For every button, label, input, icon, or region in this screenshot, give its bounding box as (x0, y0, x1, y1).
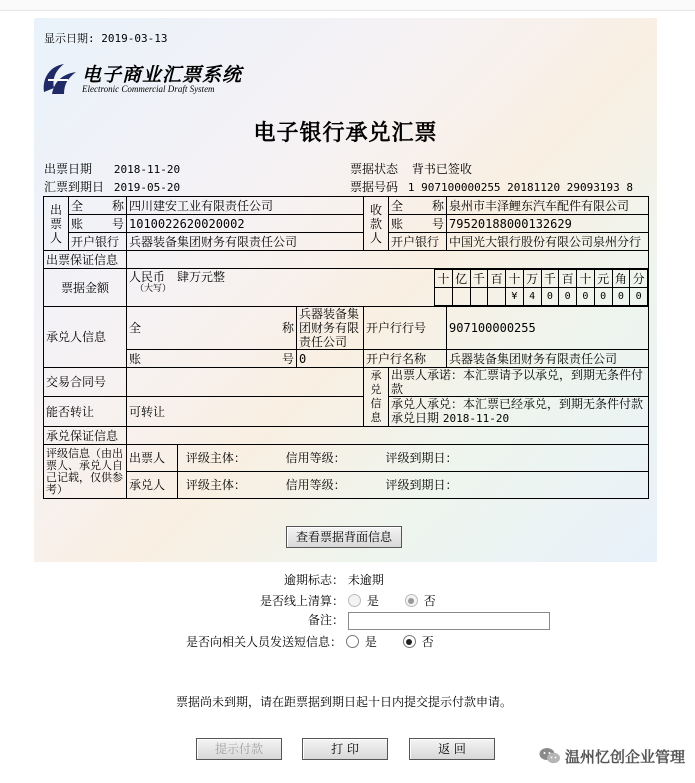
draft-table (43, 196, 649, 499)
page-title: 电子银行承兑汇票 (253, 120, 438, 146)
drawer-bank: 兵器装备集团财务有限责任公司 (127, 233, 364, 251)
sms-yes-label: 是 (364, 635, 377, 649)
accept-info-label: 承兑信息 (364, 368, 389, 427)
amount-digit-11: 0 (630, 288, 648, 306)
remark-row (308, 611, 550, 630)
due-date-value: 2019-05-20 (113, 181, 181, 194)
logo-cn: 电子商业汇票系统 (82, 64, 243, 86)
amount-label: 票据金额 (44, 269, 127, 307)
amount-digit-10: 0 (612, 288, 630, 306)
transfer-label: 能否转让 (44, 397, 127, 427)
amount-digit-3 (488, 288, 506, 306)
payee-section: 收款人 (364, 197, 389, 251)
accept-date-value: 2018-11-20 (442, 412, 510, 425)
drawer-bank-label: 开户银行 (69, 233, 127, 251)
sms-no-label: 否 (421, 635, 434, 649)
online-no (405, 594, 436, 608)
issue-date-value: 2018-11-20 (113, 163, 181, 176)
sms-yes-radio[interactable] (346, 635, 359, 648)
view-back-info-button[interactable]: 查看票据背面信息 (286, 526, 402, 548)
print-button[interactable]: 打 印 (302, 738, 388, 760)
rating-drawer-label: 出票人 (127, 445, 178, 471)
due-date-label: 汇票到期日 (44, 180, 105, 194)
accept-date (391, 411, 646, 426)
accept-guarantee-value (127, 427, 649, 445)
display-date-label: 显示日期: (44, 32, 95, 45)
amount-units-row (435, 270, 648, 288)
amount-digit-8: 0 (577, 288, 595, 306)
guarantee-value (127, 251, 649, 269)
watermark (539, 746, 685, 767)
payee-name-label: 全 称 (389, 197, 447, 215)
payee-bank-label: 开户银行 (389, 233, 447, 251)
acceptor-name: 兵器装备集团财务有限责任公司 (297, 307, 364, 350)
display-date-value: 2019-03-13 (101, 32, 168, 45)
ecds-logo (38, 58, 243, 103)
number-label: 票据号码 (350, 180, 399, 194)
online-no-radio[interactable] (405, 594, 418, 607)
acceptor-promise: 承兑人承兑：本汇票已经承兑，到期无条件付款 (391, 397, 644, 411)
acceptor-bank-name: 兵器装备集团财务有限责任公司 (447, 350, 649, 368)
number-value: 1 907100000255 20181120 29093193 8 (407, 181, 634, 194)
online-clearing-row (260, 592, 436, 609)
sms-no-radio[interactable] (403, 635, 416, 648)
contract-label: 交易合同号 (44, 368, 127, 397)
rating-drawer-subject: 评级主体： (185, 451, 246, 465)
sms-label: 是否向相关人员发送短信息： (186, 635, 343, 649)
draft-number (350, 178, 633, 195)
sms-yes (346, 635, 381, 649)
acceptor-promise-cell (389, 397, 649, 427)
payee-account: 79520188000132629 (447, 215, 649, 233)
ecds-logo-icon (38, 58, 80, 100)
amount-unit-3: 百 (488, 270, 506, 288)
due-date (44, 178, 180, 195)
payee-bank: 中国光大银行股份有限公司泉州分行 (447, 233, 649, 251)
issue-date (44, 160, 180, 177)
online-no-label: 否 (423, 594, 436, 608)
amount-digit-5: 4 (523, 288, 541, 306)
amount-digit-4: ¥ (506, 288, 524, 306)
wechat-icon (539, 747, 561, 765)
rating-drawer-cell (127, 445, 649, 472)
guarantee-label: 出票保证信息 (44, 251, 127, 269)
watermark-text: 温州忆创企业管理 (564, 748, 685, 766)
accept-guarantee-label: 承兑保证信息 (44, 427, 127, 445)
acceptor-label: 承兑人信息 (44, 307, 127, 368)
rating-acceptor-cell (127, 472, 649, 499)
notice-text: 票据尚未到期，请在距票据到期日起十日内提交提示付款申请。 (176, 695, 513, 709)
drawer-promise: 出票人承诺：本汇票请予以承兑，到期无条件付款 (389, 368, 649, 397)
online-yes (348, 594, 383, 608)
amount-text-cell (127, 269, 389, 307)
rating-acceptor-subject: 评级主体： (185, 478, 246, 492)
contract-value (127, 368, 364, 397)
draft-status (350, 160, 472, 177)
top-border (0, 0, 695, 11)
drawer-name: 四川建安工业有限责任公司 (127, 197, 364, 215)
overdue-value: 未逾期 (347, 573, 384, 587)
amount-digits-row (435, 288, 648, 306)
rating-drawer-level: 信用等级： (285, 451, 346, 465)
drawer-account: 1010022620020002 (127, 215, 364, 233)
amount-unit-2: 千 (470, 270, 488, 288)
acceptor-account-label: 账 号 (127, 350, 297, 368)
drawer-name-label: 全 称 (69, 197, 127, 215)
accept-date-label: 承兑日期 (391, 411, 440, 425)
amount-unit-5: 万 (523, 270, 541, 288)
status-label: 票据状态 (350, 162, 399, 176)
acceptor-account: 0 (297, 350, 364, 368)
amount-digit-9: 0 (594, 288, 612, 306)
drawer-account-label: 账 号 (69, 215, 127, 233)
overdue-row (284, 571, 384, 588)
amount-digit-6: 0 (541, 288, 559, 306)
amount-digit-7: 0 (559, 288, 577, 306)
rating-acceptor-label: 承兑人 (127, 472, 178, 498)
issue-date-label: 出票日期 (44, 162, 93, 176)
amount-sub: （大写） (135, 284, 172, 294)
amount-grid (434, 269, 648, 306)
amount-unit-10: 角 (612, 270, 630, 288)
overdue-label: 逾期标志： (284, 573, 345, 587)
amount-digit-1 (452, 288, 470, 306)
display-date (44, 30, 167, 46)
submit-payment-button[interactable]: 提示付款 (196, 738, 282, 760)
rating-acceptor-expiry: 评级到期日： (385, 478, 458, 492)
amount-unit-6: 千 (541, 270, 559, 288)
status-value: 背书已签收 (411, 162, 472, 176)
online-yes-label: 是 (366, 594, 379, 608)
sms-no (403, 635, 434, 649)
remark-label: 备注： (308, 613, 345, 627)
amount-text: 人民币 肆万元整 (129, 270, 226, 284)
rating-label: 评级信息（由出票人、承兑人自己记载，仅供参考） (44, 445, 127, 499)
back-button[interactable]: 返 回 (409, 738, 495, 760)
amount-unit-0: 十 (435, 270, 453, 288)
amount-digit-0 (435, 288, 453, 306)
amount-unit-11: 分 (630, 270, 648, 288)
amount-digit-2 (470, 288, 488, 306)
payee-account-label: 账 号 (389, 215, 447, 233)
logo-en: Electronic Commercial Draft System (82, 84, 215, 94)
amount-grid-cell (389, 269, 649, 307)
acceptor-bank-name-label: 开户行名称 (364, 350, 447, 368)
remark-input[interactable] (348, 612, 550, 630)
acceptor-bank-no: 907100000255 (447, 307, 649, 350)
transfer-value: 可转让 (127, 397, 364, 427)
amount-unit-7: 百 (559, 270, 577, 288)
acceptor-bank-no-label: 开户行行号 (364, 307, 447, 350)
amount-unit-9: 元 (594, 270, 612, 288)
online-clearing-label: 是否线上清算： (260, 594, 345, 608)
payee-name: 泉州市丰泽鲤东汽车配件有限公司 (447, 197, 649, 215)
amount-unit-1: 亿 (452, 270, 470, 288)
amount-unit-4: 十 (506, 270, 524, 288)
rating-drawer-expiry: 评级到期日： (385, 451, 458, 465)
amount-unit-8: 十 (577, 270, 595, 288)
online-yes-radio[interactable] (348, 594, 361, 607)
acceptor-name-label: 全 称 (127, 307, 297, 350)
sms-row (186, 633, 434, 650)
draft-panel (34, 18, 657, 562)
drawer-section: 出票人 (44, 197, 69, 251)
rating-acceptor-level: 信用等级： (285, 478, 346, 492)
